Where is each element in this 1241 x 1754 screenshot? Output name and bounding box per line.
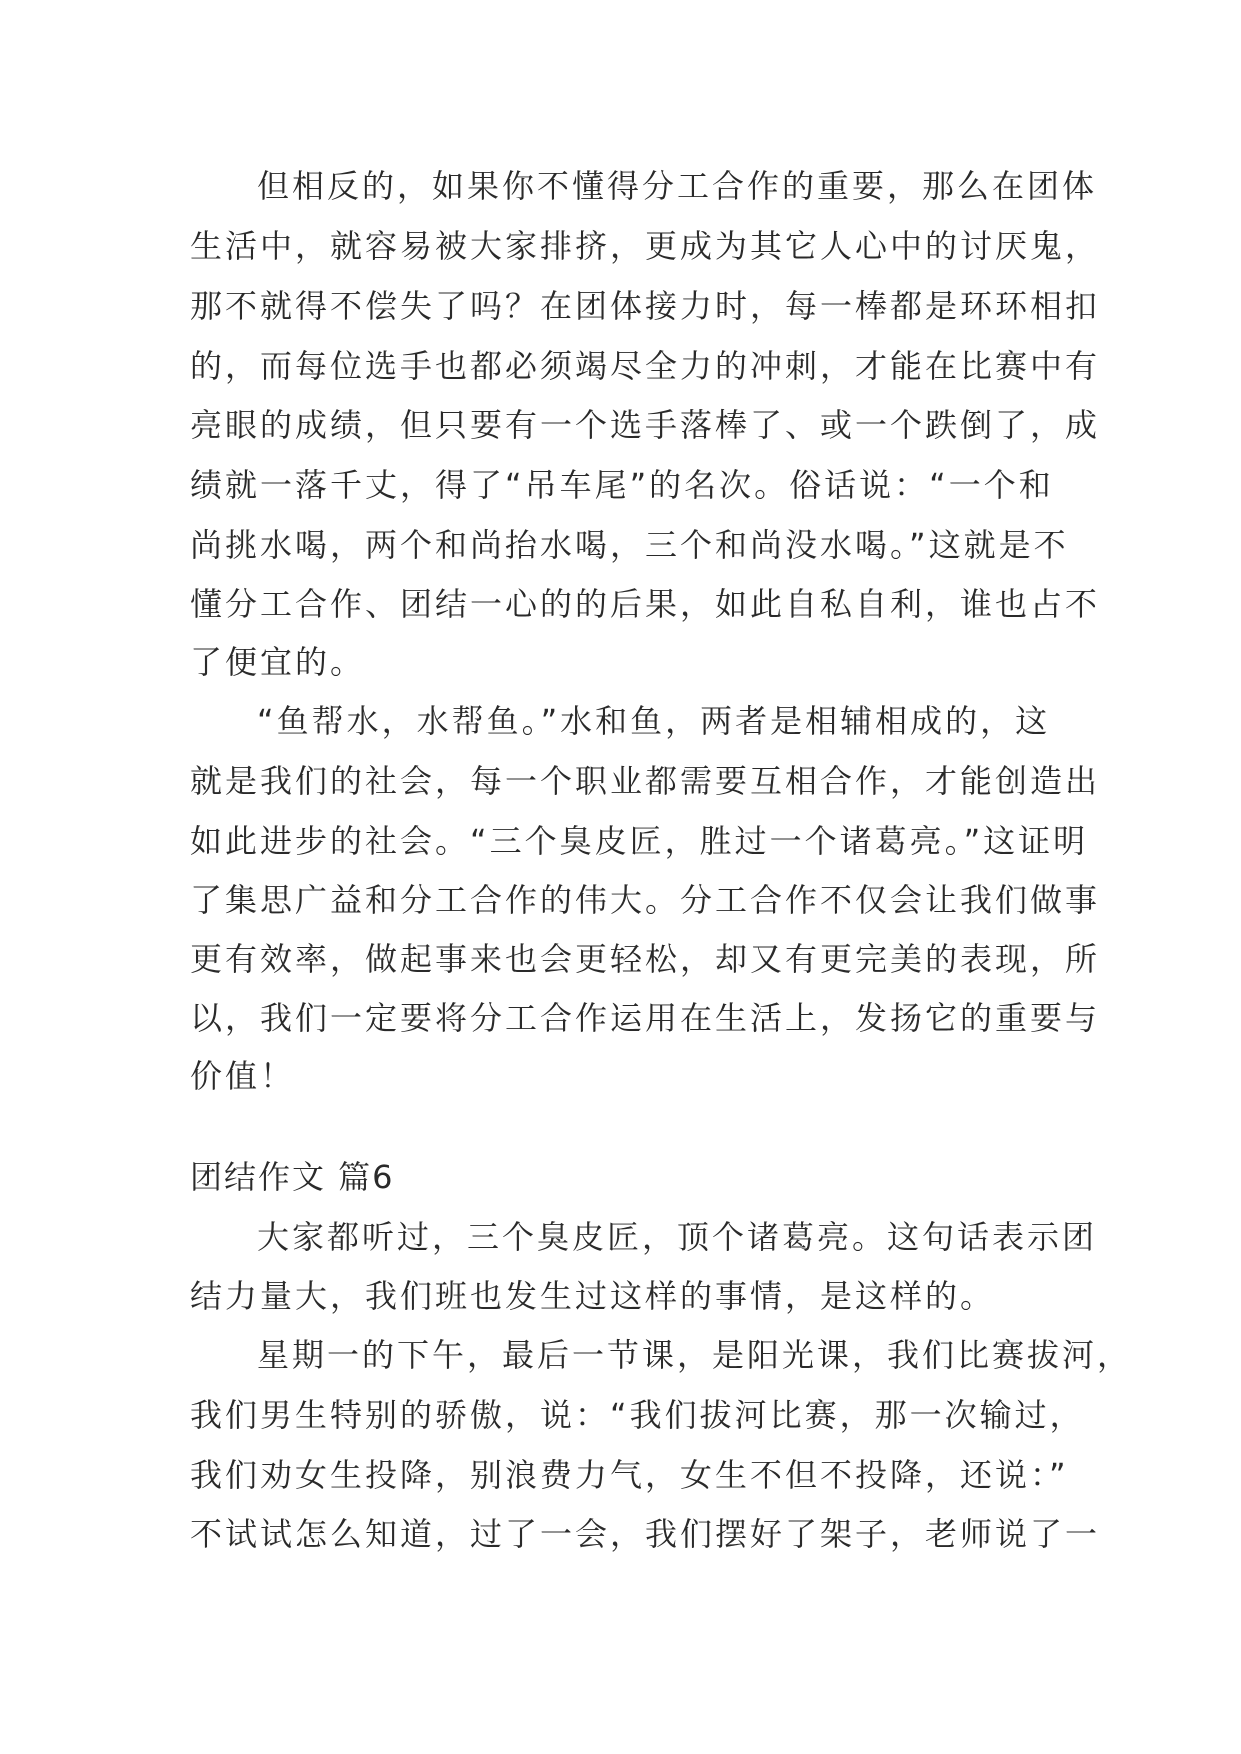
paragraph-2-line-1: “鱼帮水，水帮鱼。”水和鱼，两者是相辅相成的，这 xyxy=(257,702,1051,740)
paragraph-3-line-2: 结力量大，我们班也发生过这样的事情，是这样的。 xyxy=(190,1277,996,1315)
paragraph-4-line-3: 我们劝女生投降，别浪费力气，女生不但不投降，还说：” xyxy=(190,1456,1069,1494)
section-title: 团结作文 篇6 xyxy=(190,1158,395,1196)
paragraph-4-line-1: 星期一的下午，最后一节课，是阳光课，我们比赛拔河， xyxy=(257,1336,1133,1374)
paragraph-2-line-5: 更有效率，做起事来也会更轻松，却又有更完美的表现，所 xyxy=(190,940,1101,978)
paragraph-1-line-9: 了便宜的。 xyxy=(190,643,366,681)
paragraph-1-line-4: 的，而每位选手也都必须竭尽全力的冲刺，才能在比赛中有 xyxy=(190,347,1101,385)
paragraph-1-line-6: 绩就一落千丈，得了“吊车尾”的名次。俗话说：“一个和 xyxy=(190,466,1054,504)
paragraph-1-line-5: 亮眼的成绩，但只要有一个选手落棒了、或一个跌倒了，成 xyxy=(190,406,1101,444)
paragraph-1-line-7: 尚挑水喝，两个和尚抬水喝，三个和尚没水喝。”这就是不 xyxy=(190,526,1069,564)
paragraph-3-line-1: 大家都听过，三个臭皮匠，顶个诸葛亮。这句话表示团 xyxy=(257,1218,1098,1256)
paragraph-1-line-8: 懂分工合作、团结一心的的后果，如此自私自利，谁也占不 xyxy=(190,585,1101,623)
paragraph-4-line-2: 我们男生特别的骄傲，说：“我们拔河比赛，那一次输过， xyxy=(190,1396,1085,1434)
paragraph-4-line-4: 不试试怎么知道，过了一会，我们摆好了架子，老师说了一 xyxy=(190,1515,1101,1553)
paragraph-2-line-4: 了集思广益和分工合作的伟大。分工合作不仅会让我们做事 xyxy=(190,881,1101,919)
paragraph-2-line-7: 价值！ xyxy=(190,1057,296,1095)
paragraph-1-line-1: 但相反的，如果你不懂得分工合作的重要，那么在团体 xyxy=(257,167,1098,205)
paragraph-1-line-2: 生活中，就容易被大家排挤，更成为其它人心中的讨厌鬼， xyxy=(190,227,1101,265)
paragraph-1-line-3: 那不就得不偿失了吗？在团体接力时，每一棒都是环环相扣 xyxy=(190,287,1101,325)
paragraph-2-line-6: 以，我们一定要将分工合作运用在生活上，发扬它的重要与 xyxy=(190,999,1101,1037)
paragraph-2-line-2: 就是我们的社会，每一个职业都需要互相合作，才能创造出 xyxy=(190,762,1101,800)
paragraph-2-line-3: 如此进步的社会。“三个臭皮匠，胜过一个诸葛亮。”这证明 xyxy=(190,822,1089,860)
